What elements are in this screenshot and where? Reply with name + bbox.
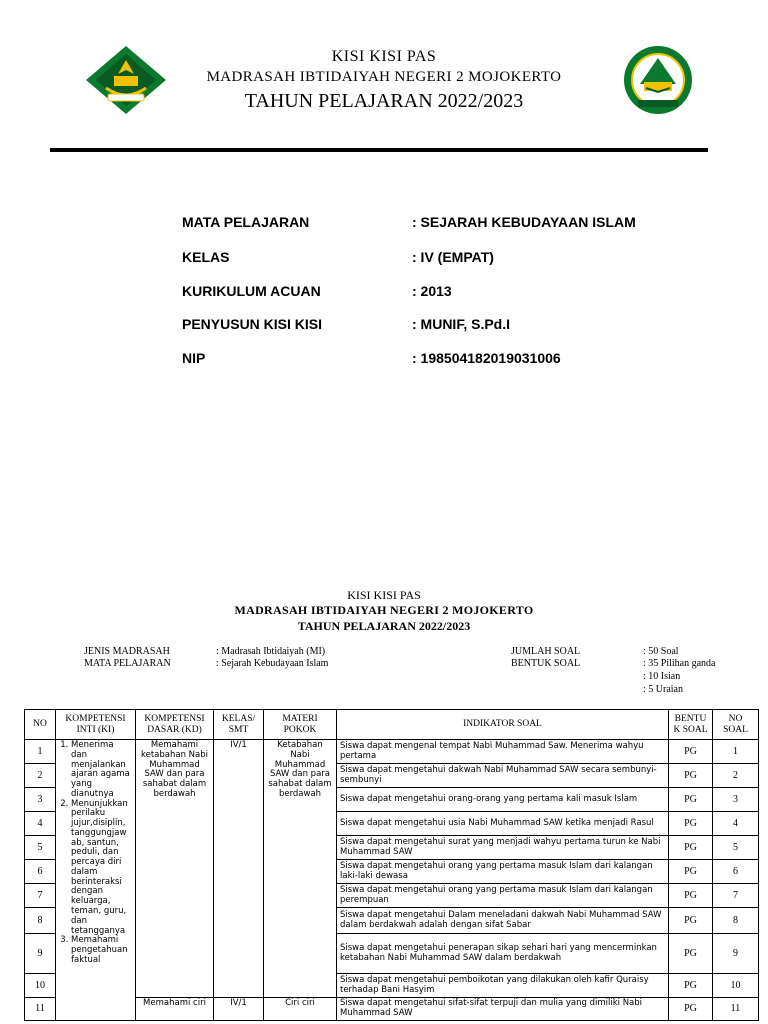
nosoal-cell: 3 bbox=[713, 788, 759, 812]
header-divider bbox=[50, 148, 708, 152]
row-number: 1 bbox=[25, 740, 56, 764]
kelas-cell: IV/1 bbox=[214, 740, 264, 998]
bentuk-cell: PG bbox=[669, 998, 713, 1021]
bentuk-cell: PG bbox=[669, 884, 713, 908]
nosoal-cell: 7 bbox=[713, 884, 759, 908]
cover-school-name: MADRASAH IBTIDAIYAH NEGERI 2 MOJOKERTO bbox=[206, 69, 562, 85]
nosoal-cell: 9 bbox=[713, 934, 759, 974]
bentuk-cell: PG bbox=[669, 788, 713, 812]
row-number: 2 bbox=[25, 764, 56, 788]
kd-cell: Memahami ciri bbox=[136, 998, 214, 1021]
info-value-mapel: : SEJARAH KEBUDAYAAN ISLAM bbox=[412, 214, 636, 230]
bentuk-cell: PG bbox=[669, 812, 713, 836]
info-value-kurikulum: : 2013 bbox=[412, 283, 452, 299]
info-label-mapel: MATA PELAJARAN bbox=[182, 214, 310, 230]
indikator-cell: Siswa dapat mengenal tempat Nabi Muhammad Saw. Menerima wahyu pertama bbox=[337, 740, 669, 764]
section-title: KISI KISI PAS bbox=[347, 588, 421, 602]
header-bentuk: BENTU K SOAL bbox=[669, 710, 713, 740]
ki-item: 2. Menunjukkan perilaku jujur,disiplin, tanggungjaw ab, santun, peduli, dan percaya diri dalam berinteraksi dengan keluarga, teman, guru, dan tetangganya bbox=[71, 800, 132, 937]
row-number: 10 bbox=[25, 974, 56, 998]
indikator-cell: Siswa dapat mengetahui dakwah Nabi Muhammad SAW secara sembunyi-sembunyi bbox=[337, 764, 669, 788]
ki-cell bbox=[56, 740, 136, 1021]
indikator-cell: Siswa dapat mengetahui Dalam meneladani dakwah Nabi Muhammad SAW dalam berdakwah adalah dengan sifat Sabar bbox=[337, 908, 669, 934]
table-row bbox=[25, 740, 759, 764]
indikator-cell: Siswa dapat mengetahui orang-orang yang pertama kali masuk Islam bbox=[337, 788, 669, 812]
cover-academic-year: TAHUN PELAJARAN 2022/2023 bbox=[244, 90, 524, 112]
kelas-cell: IV/1 bbox=[214, 998, 264, 1021]
indikator-cell: Siswa dapat mengetahui usia Nabi Muhammad SAW ketika menjadi Rasul bbox=[337, 812, 669, 836]
nosoal-cell: 11 bbox=[713, 998, 759, 1021]
indikator-cell: Siswa dapat mengetahui orang yang pertama masuk Islam dari kalangan laki-laki dewasa bbox=[337, 860, 669, 884]
meta-bentuk-pg: : 35 Pilihan ganda bbox=[643, 658, 716, 669]
row-number: 5 bbox=[25, 836, 56, 860]
info-label-kurikulum: KURIKULUM ACUAN bbox=[182, 283, 321, 299]
indikator-cell: Siswa dapat mengetahui surat yang menjadi wahyu pertama turun ke Nabi Muhammad SAW bbox=[337, 836, 669, 860]
header-nosoal: NO SOAL bbox=[713, 710, 759, 740]
header-kd: KOMPETENSI DASAR (KD) bbox=[136, 710, 214, 740]
meta-mapel-value: : Sejarah Kebudayaan Islam bbox=[216, 658, 329, 669]
bentuk-cell: PG bbox=[669, 740, 713, 764]
info-label-penyusun: PENYUSUN KISI KISI bbox=[182, 316, 323, 332]
row-number: 3 bbox=[25, 788, 56, 812]
bentuk-cell: PG bbox=[669, 764, 713, 788]
meta-mapel-label: MATA PELAJARAN bbox=[84, 658, 171, 669]
meta-bentuk-uraian: : 5 Uraian bbox=[643, 684, 683, 695]
kisi-kisi-table bbox=[24, 709, 759, 1021]
info-label-nip: NIP bbox=[182, 350, 206, 366]
ki-list bbox=[59, 741, 132, 966]
cover-title: KISI KISI PAS bbox=[331, 48, 437, 65]
info-value-penyusun: : MUNIF, S.Pd.I bbox=[412, 316, 510, 332]
nosoal-cell: 8 bbox=[713, 908, 759, 934]
info-value-kelas: : IV (EMPAT) bbox=[412, 249, 494, 265]
indikator-cell: Siswa dapat mengetahui penerapan sikap sehari hari yang mencerminkan ketabahan Nabi Muhammad SAW dalam berdakwah bbox=[337, 934, 669, 974]
bentuk-cell: PG bbox=[669, 934, 713, 974]
meta-bentuk-label: BENTUK SOAL bbox=[511, 658, 581, 669]
nosoal-cell: 10 bbox=[713, 974, 759, 998]
row-number: 11 bbox=[25, 998, 56, 1021]
table-row bbox=[25, 998, 759, 1021]
nosoal-cell: 5 bbox=[713, 836, 759, 860]
row-number: 7 bbox=[25, 884, 56, 908]
nosoal-cell: 6 bbox=[713, 860, 759, 884]
bentuk-cell: PG bbox=[669, 974, 713, 998]
header-kelas: KELAS/ SMT bbox=[214, 710, 264, 740]
nosoal-cell: 2 bbox=[713, 764, 759, 788]
table-header-row bbox=[25, 710, 759, 740]
bentuk-cell: PG bbox=[669, 860, 713, 884]
header-no: NO bbox=[25, 710, 56, 740]
meta-jenis-label: JENIS MADRASAH bbox=[84, 646, 170, 657]
materi-cell: Ketabahan Nabi Muhammad SAW dan para sahabat dalam berdawah bbox=[264, 740, 337, 998]
bentuk-cell: PG bbox=[669, 836, 713, 860]
indikator-cell: Siswa dapat mengetahui orang yang pertama masuk Islam dari kalangan perempuan bbox=[337, 884, 669, 908]
info-value-nip: : 198504182019031006 bbox=[412, 350, 561, 366]
ki-item: 1. Menerima dan menjalankan ajaran agama yang dianutnya bbox=[71, 741, 132, 800]
indikator-cell: Siswa dapat mengetahui sifat-sifat terpuji dan mulia yang dimiliki Nabi Muhammad SAW bbox=[337, 998, 669, 1021]
materi-cell: Ciri ciri bbox=[264, 998, 337, 1021]
row-number: 9 bbox=[25, 934, 56, 974]
row-number: 8 bbox=[25, 908, 56, 934]
meta-jumlah-value: : 50 Soal bbox=[643, 646, 679, 657]
meta-jenis-value: : Madrasah Ibtidaiyah (MI) bbox=[216, 646, 326, 657]
nosoal-cell: 1 bbox=[713, 740, 759, 764]
indikator-cell: Siswa dapat mengetahui pemboikotan yang dilakukan oleh kafir Quraisy terhadap Bani Hasyim bbox=[337, 974, 669, 998]
header-indikator: INDIKATOR SOAL bbox=[337, 710, 669, 740]
header-materi: MATERI POKOK bbox=[264, 710, 337, 740]
section-academic-year: TAHUN PELAJARAN 2022/2023 bbox=[297, 619, 471, 633]
row-number: 4 bbox=[25, 812, 56, 836]
ki-item: 3. Memahami pengetahuan faktual bbox=[71, 936, 132, 965]
header-ki: KOMPETENSI INTI (KI) bbox=[56, 710, 136, 740]
row-number: 6 bbox=[25, 860, 56, 884]
meta-bentuk-isian: : 10 Isian bbox=[643, 671, 681, 682]
kd-cell: Memahami ketabahan Nabi Muhammad SAW dan para sahabat dalam berdawah bbox=[136, 740, 214, 998]
nosoal-cell: 4 bbox=[713, 812, 759, 836]
bentuk-cell: PG bbox=[669, 908, 713, 934]
section-school-name: MADRASAH IBTIDAIYAH NEGERI 2 MOJOKERTO bbox=[234, 603, 534, 617]
meta-jumlah-label: JUMLAH SOAL bbox=[511, 646, 581, 657]
info-label-kelas: KELAS bbox=[182, 249, 230, 265]
